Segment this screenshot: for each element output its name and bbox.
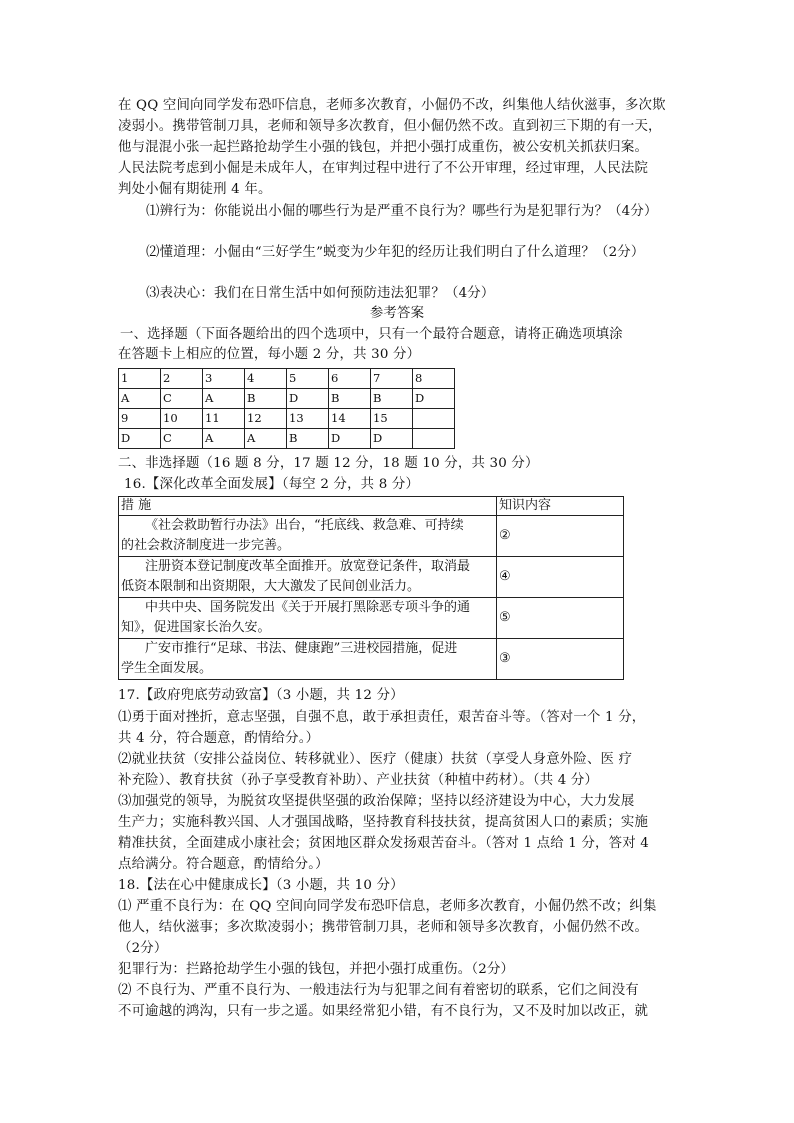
q18-answer-1-line-3: （2分） [118, 941, 168, 956]
table-cell: D [371, 429, 413, 449]
table-cell: 5 [287, 369, 329, 389]
q18-answer-1-line-1: ⑴ 严重不良行为：在 QQ 空间向同学发布恐吓信息，老师多次教育，小倔仍然不改；纠集 [118, 899, 657, 914]
table-cell: 9 [119, 409, 161, 429]
table-cell: ② [497, 516, 624, 557]
table-cell: 14 [329, 409, 371, 429]
table-cell [119, 598, 497, 639]
section1-line-2: 在答题卡上相应的位置，每小题 2 分，共 30 分） [118, 347, 421, 362]
table-cell: D [287, 389, 329, 409]
table-cell: A [245, 429, 287, 449]
answers-title: 参考答案 [369, 306, 425, 321]
table-cell: 6 [329, 369, 371, 389]
q18-title: 18.【法在心中健康成长】（3 小题，共 10 分） [118, 878, 404, 893]
q18-answer-1-line-2: 他人，结伙滋事；多次欺凌弱小；携带管制刀具，老师和领导多次教育，小倔仍然不改。 [118, 920, 649, 935]
table-row [119, 497, 624, 516]
table-cell: 7 [371, 369, 413, 389]
table-cell: B [287, 429, 329, 449]
table-row [119, 516, 624, 557]
table-cell: 2 [161, 369, 203, 389]
table-cell [119, 557, 497, 598]
q16-title: 16.【深化改革全面发展】（每空 2 分，共 8 分） [124, 477, 420, 492]
question-2: ⑵懂道理：小倔由“三好学生”蜕变为少年犯的经历让我们明白了什么道理？（2分） [146, 245, 645, 260]
q17-title: 17.【政府兜底劳动致富】（3 小题，共 12 分） [118, 688, 404, 703]
table-cell: 10 [161, 409, 203, 429]
table-cell: 3 [203, 369, 245, 389]
table-cell: A [203, 389, 245, 409]
section1-line-1: 一、选择题（下面各题给出的四个选项中，只有一个最符合题意，请将正确选项填涂 [120, 327, 623, 342]
table-cell: B [245, 389, 287, 409]
table-cell: 13 [287, 409, 329, 429]
table-cell: D [413, 389, 455, 409]
measure-line: 注册资本登记制度改革全面推开。放宽登记条件，取消最 [145, 559, 471, 574]
table-cell: 1 [119, 369, 161, 389]
q18-answer-2-line-2: 不可逾越的鸿沟，只有一步之遥。如果经常犯小错，有不良行为，又不及时加以改正，就 [118, 1004, 649, 1019]
intro-line-2: 凌弱小。携带管制刀具，老师和领导多次教育，但小倔仍然不改。直到初三下期的有一天， [118, 119, 662, 134]
table-row [119, 389, 455, 409]
section2-title: 二、非选择题（16 题 8 分，17 题 12 分，18 题 10 分，共 30 分） [118, 456, 539, 471]
measure-line: 知》，促进国家长治久安。 [121, 620, 271, 635]
measure-line: 低资本限制和出资期限，大大激发了民间创业活力。 [121, 579, 421, 594]
table-row [119, 409, 455, 429]
table-row [119, 369, 455, 389]
intro-line-5: 判处小倔有期徒刑 4 年。 [118, 182, 272, 197]
table-cell [119, 516, 497, 557]
table-cell: 11 [203, 409, 245, 429]
question-1: ⑴辨行为：你能说出小倔的哪些行为是严重不良行为？哪些行为是犯罪行为？（4分） [146, 204, 658, 219]
table-cell: D [119, 429, 161, 449]
table-header-measure: 措 施 [119, 497, 497, 516]
table-cell: A [203, 429, 245, 449]
q17-answer-3-line-1: ⑶加强党的领导，为脱贫攻坚提供坚强的政治保障；坚持以经济建设为中心，大力发展 [118, 794, 635, 809]
q17-answer-3-line-2: 生产力；实施科教兴国、人才强国战略，坚持教育科技扶贫，提高贫困人口的素质；实施 [118, 815, 649, 830]
table-cell: D [329, 429, 371, 449]
table-cell: 15 [371, 409, 413, 429]
q17-answer-3-line-3: 精准扶贫，全面建成小康社会；贫困地区群众发扬艰苦奋斗。（答对 1 点给 1 分，答对 4 [118, 836, 650, 851]
q17-answer-1-line-2: 共 4 分，符合题意，酌情给分。） [118, 731, 320, 746]
table-cell: 4 [245, 369, 287, 389]
table-row [119, 639, 624, 680]
q18-answer-1-line-4: 犯罪行为：拦路抢劫学生小强的钱包，并把小强打成重伤。（2分） [118, 962, 515, 977]
table-cell: 8 [413, 369, 455, 389]
table-row [119, 557, 624, 598]
intro-line-1: 在 QQ 空间向同学发布恐吓信息，老师多次教育，小倔仍不改，纠集他人结伙滋事，多次欺 [118, 98, 666, 113]
table-cell: ⑤ [497, 598, 624, 639]
intro-line-4: 人民法院考虑到小倔是未成年人，在审判过程中进行了不公开审理，经过审理，人民法院 [118, 161, 649, 176]
table-header-knowledge: 知识内容 [497, 497, 624, 516]
table-cell: ③ [497, 639, 624, 680]
table-cell: B [371, 389, 413, 409]
table-cell: A [119, 389, 161, 409]
measure-line: 《社会救助暂行办法》出台，“托底线、救急难、可持续 [145, 518, 464, 533]
q17-answer-2-line-1: ⑵就业扶贫（安排公益岗位、转移就业）、医疗（健康）扶贫（享受人身意外险、医 疗 [118, 752, 633, 767]
table-cell: C [161, 389, 203, 409]
intro-line-3: 他与混混小张一起拦路抢劫学生小强的钱包，并把小强打成重伤，被公安机关抓获归案。 [118, 140, 649, 155]
q17-answer-2-line-2: 补充险）、教育扶贫（孙子享受教育补助）、产业扶贫（种植中药材）。（共 4 分） [118, 773, 599, 788]
table-row [119, 429, 455, 449]
table-cell: B [329, 389, 371, 409]
q16-table [118, 496, 624, 680]
table-cell: ④ [497, 557, 624, 598]
measure-line: 的社会救济制度进一步完善。 [121, 538, 291, 553]
table-cell: 12 [245, 409, 287, 429]
question-3: ⑶表决心：我们在日常生活中如何预防违法犯罪？（4分） [146, 286, 495, 301]
table-cell [413, 409, 455, 429]
answer-table [118, 368, 455, 449]
q17-answer-3-line-4: 点给满分。符合题意，酌情给分。） [118, 857, 329, 872]
table-cell [413, 429, 455, 449]
measure-line: 中共中央、国务院发出《关于开展打黑除恶专项斗争的通 [145, 600, 471, 615]
table-cell: C [161, 429, 203, 449]
q18-answer-2-line-1: ⑵ 不良行为、严重不良行为、一般违法行为与犯罪之间有着密切的联系，它们之间没有 [118, 983, 639, 998]
measure-line: 广安市推行“足球、书法、健康跑”三进校园措施，促进 [145, 641, 458, 656]
q17-answer-1-line-1: ⑴勇于面对挫折，意志坚强，自强不息，敢于承担责任，艰苦奋斗等。（答对一个 1 分， [118, 710, 646, 725]
measure-line: 学生全面发展。 [121, 661, 213, 676]
table-row [119, 598, 624, 639]
table-cell [119, 639, 497, 680]
